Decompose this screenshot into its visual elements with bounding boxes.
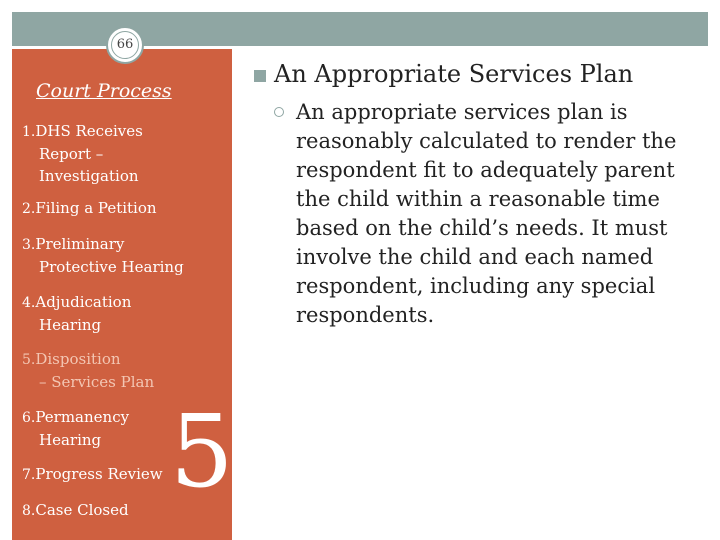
step-number: 2. — [22, 201, 36, 217]
step-label-line2: Protective Hearing — [39, 258, 184, 276]
step-1 — [22, 120, 143, 187]
step-number: 1. — [22, 124, 36, 140]
sidebar-title: Court Process — [36, 80, 172, 102]
step-number: 4. — [22, 295, 36, 311]
page-number-badge — [106, 26, 144, 64]
step-number: 8. — [22, 503, 36, 519]
page-number-ring — [111, 31, 139, 59]
page-number: 66 — [116, 37, 134, 52]
header-band — [232, 12, 708, 48]
step-number: 7. — [22, 467, 36, 483]
step-label: DHS Receives — [35, 122, 143, 140]
step-label: Disposition — [35, 350, 121, 368]
step-3 — [22, 233, 184, 278]
step-label-line2: Hearing — [39, 316, 102, 334]
step-label: Case Closed — [35, 501, 129, 519]
step-label: Progress Review — [35, 465, 163, 483]
step-label: Filing a Petition — [35, 199, 157, 217]
current-step-number: 5 — [170, 393, 234, 510]
body-bullet — [274, 98, 694, 330]
step-label: Preliminary — [35, 235, 125, 253]
step-6 — [22, 406, 129, 451]
step-label: Permanency — [35, 408, 130, 426]
step-8 — [22, 499, 129, 522]
step-5-current — [22, 348, 154, 393]
step-label-line2: Hearing — [39, 431, 102, 449]
step-number: 6. — [22, 410, 36, 426]
step-7 — [22, 463, 163, 486]
slide-body-text: An appropriate services plan is reasonably calculated to render the respondent fit to adequately parent the child within a reasonable time based on the child’s needs. It must involve the child and each named respondent, including any special respondents. — [296, 100, 677, 327]
square-bullet-icon — [254, 70, 266, 82]
slide-heading: An Appropriate Services Plan — [274, 60, 634, 88]
step-label-line3: Investigation — [39, 167, 139, 185]
heading-bullet — [254, 60, 633, 88]
step-4 — [22, 291, 131, 336]
circle-bullet-icon — [274, 107, 284, 117]
step-label: Adjudication — [35, 293, 132, 311]
step-number: 3. — [22, 237, 36, 253]
step-label-line2: – Services Plan — [39, 373, 155, 391]
step-number: 5. — [22, 352, 36, 368]
step-label-line2: Report – — [39, 145, 104, 163]
step-2 — [22, 197, 157, 220]
